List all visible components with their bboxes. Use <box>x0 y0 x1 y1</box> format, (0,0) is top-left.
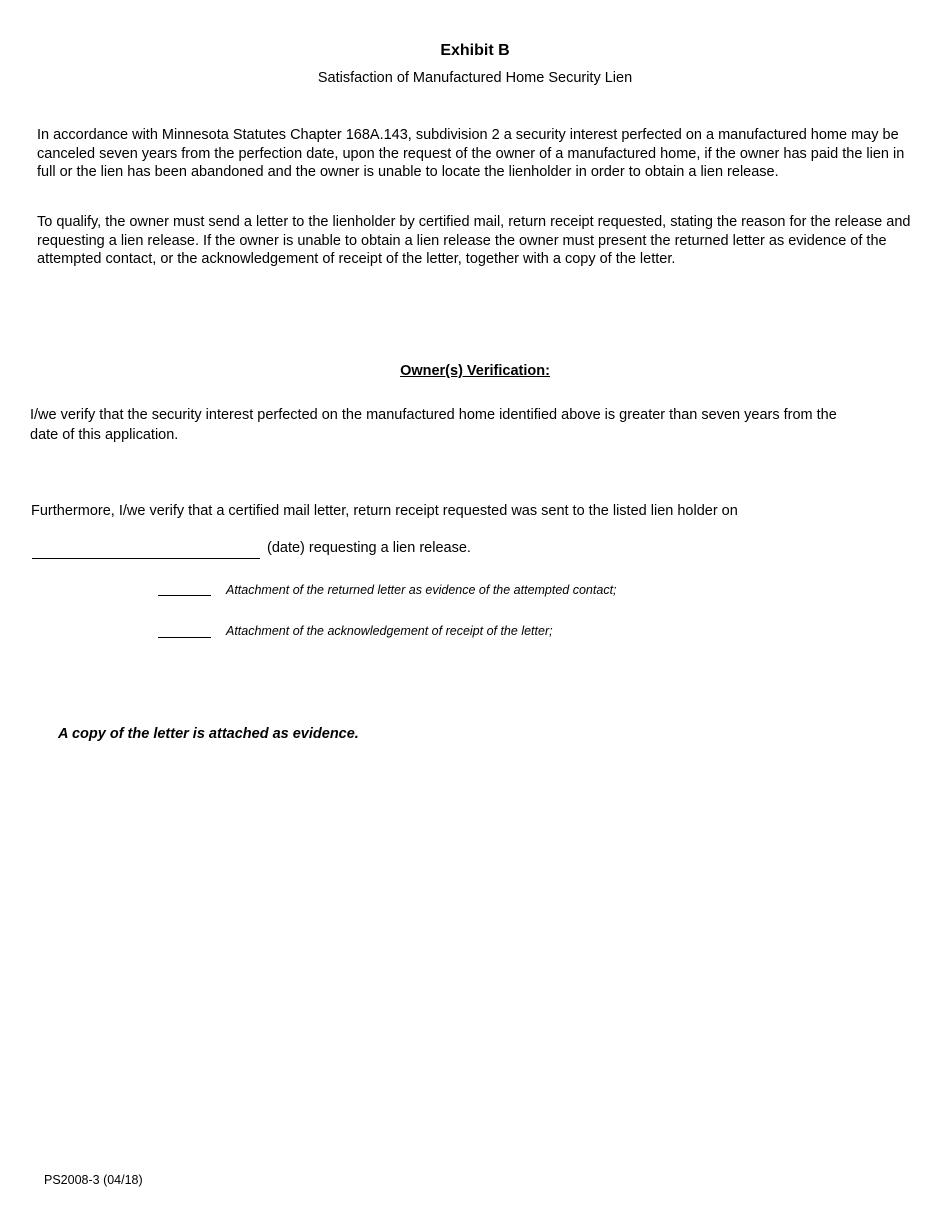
document-title: Exhibit B <box>440 42 510 59</box>
copy-attached-note: A copy of the letter is attached as evidence. <box>58 726 359 742</box>
verification-statement: I/we verify that the security interest perfected on the manufactured home identified above is greater than seven years from the date of this application. <box>30 407 837 443</box>
document-subtitle: Satisfaction of Manufactured Home Security Lien <box>317 70 633 86</box>
returned-letter-blank[interactable] <box>158 581 211 596</box>
owner-verification-heading: Owner(s) Verification: <box>400 363 550 379</box>
certified-mail-statement: Furthermore, I/we verify that a certified mail letter, return receipt requested was sent to the listed lien holder on <box>31 503 738 519</box>
date-sent-field[interactable] <box>32 540 260 559</box>
date-field-suffix: (date) requesting a lien release. <box>267 540 471 556</box>
form-id: PS2008-3 (04/18) <box>44 1173 143 1187</box>
acknowledgement-receipt-blank[interactable] <box>158 623 211 638</box>
returned-letter-label: Attachment of the returned letter as evidence of the attempted contact; <box>226 583 617 597</box>
intro-paragraph-statute: In accordance with Minnesota Statutes Chapter 168A.143, subdivision 2 a security interest perfected on a manufactured home may be canceled seven years from the perfection date, upon the request of the owner of a manufactured home, if the owner has paid the lien in full or the lien has been abandoned and the owner is unable to locate the lienholder in order to obtain a lien release. <box>37 127 905 181</box>
acknowledgement-receipt-label: Attachment of the acknowledgement of receipt of the letter; <box>226 624 553 638</box>
intro-paragraph-qualify: To qualify, the owner must send a letter to the lienholder by certified mail, return receipt requested, stating the reason for the release and requesting a lien release. If the owner is unable to obtain a lien release the owner must present the returned letter as evidence of the attempted contact, or the acknowledgement of receipt of the letter, together with a copy of the letter. <box>37 214 911 268</box>
